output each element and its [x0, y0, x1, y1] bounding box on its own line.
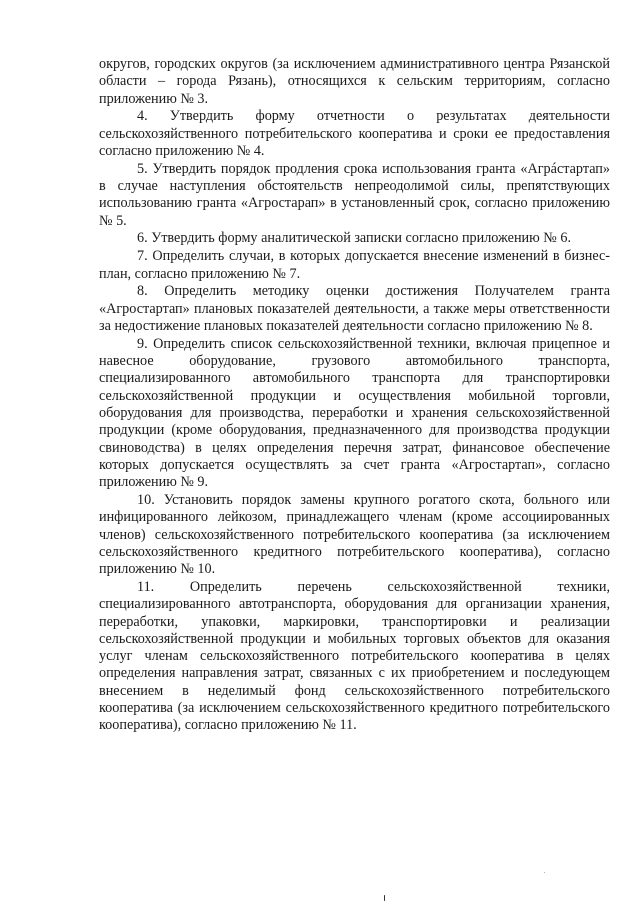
paragraph-item-7: 7. Определить случаи, в которых допускается внесение изменений в бизнес-план, согласно приложению № 7. — [99, 248, 610, 282]
paragraph-item-10: 10. Установить порядок замены крупного рогатого скота, больного или инфицированного лейкозом, принадлежащего членам (кроме ассоциированных членов) сельскохозяйственного потребительского кооператива (за исключением сельскохозяйственного кредитного потребительского кооператива), согласно приложению № 10. — [99, 491, 610, 578]
paragraph-item-9: 9. Определить список сельскохозяйственной техники, включая прицепное и навесное оборудование, грузового автомобильного транспорта, специализированного автомобильного транспорта для транспортировки сельскохозяйственной продукции и осуществления мобильной торговли, оборудования для производства, переработки и хранения сельскохозяйственной продукции (кроме оборудования, предназначенного для производства продукции свиноводства) в целях определения перечня затрат, финансовое обеспечение которых допускается осуществлять за счет гранта «Агростартап», согласно приложению № 9. — [99, 335, 610, 491]
scan-speck — [544, 872, 545, 873]
paragraph-item-11: 11. Определить перечень сельскохозяйственной техники, специализированного автотранспорта, оборудования для организации хранения, переработки, упаковки, маркировки, транспортировки и реализации сельскохозяйственной продукции и мобильных торговых объектов для оказания услуг членам сельскохозяйственного потребительского кооператива в целях определения направления затрат, связанных с их приобретением и последующем внесением в неделимый фонд сельскохозяйственного потребительского кооператива (за исключением сельскохозяйственного кредитного потребительского кооператива), согласно приложению № 11. — [99, 578, 610, 734]
paragraph-item-8: 8. Определить методику оценки достижения Получателем гранта «Агростартап» плановых показателей деятельности, а также меры ответственности за недостижение плановых показателей деятельности согласно приложению № 8. — [99, 283, 610, 334]
paragraph-item-6: 6. Утвердить форму аналитической записки согласно приложению № 6. — [137, 230, 572, 247]
paragraph-continuation: округов, городских округов (за исключением административного центра Рязанской области – города Рязань), относящихся к сельским территориям, согласно приложению № 3. — [99, 56, 610, 107]
paragraph-item-5: 5. Утвердить порядок продления срока использования гранта «Агрáстартап» в случае наступления обстоятельств непреодолимой силы, препятствующих использованию гранта «Агростарап» в установленный срок, согласно приложению № 5. — [99, 160, 610, 229]
paragraph-item-4: 4. Утвердить форму отчетности о результатах деятельности сельскохозяйственного потребительского кооператива и сроки ее предоставления согласно приложению № 4. — [99, 108, 610, 159]
scan-mark — [384, 895, 385, 901]
